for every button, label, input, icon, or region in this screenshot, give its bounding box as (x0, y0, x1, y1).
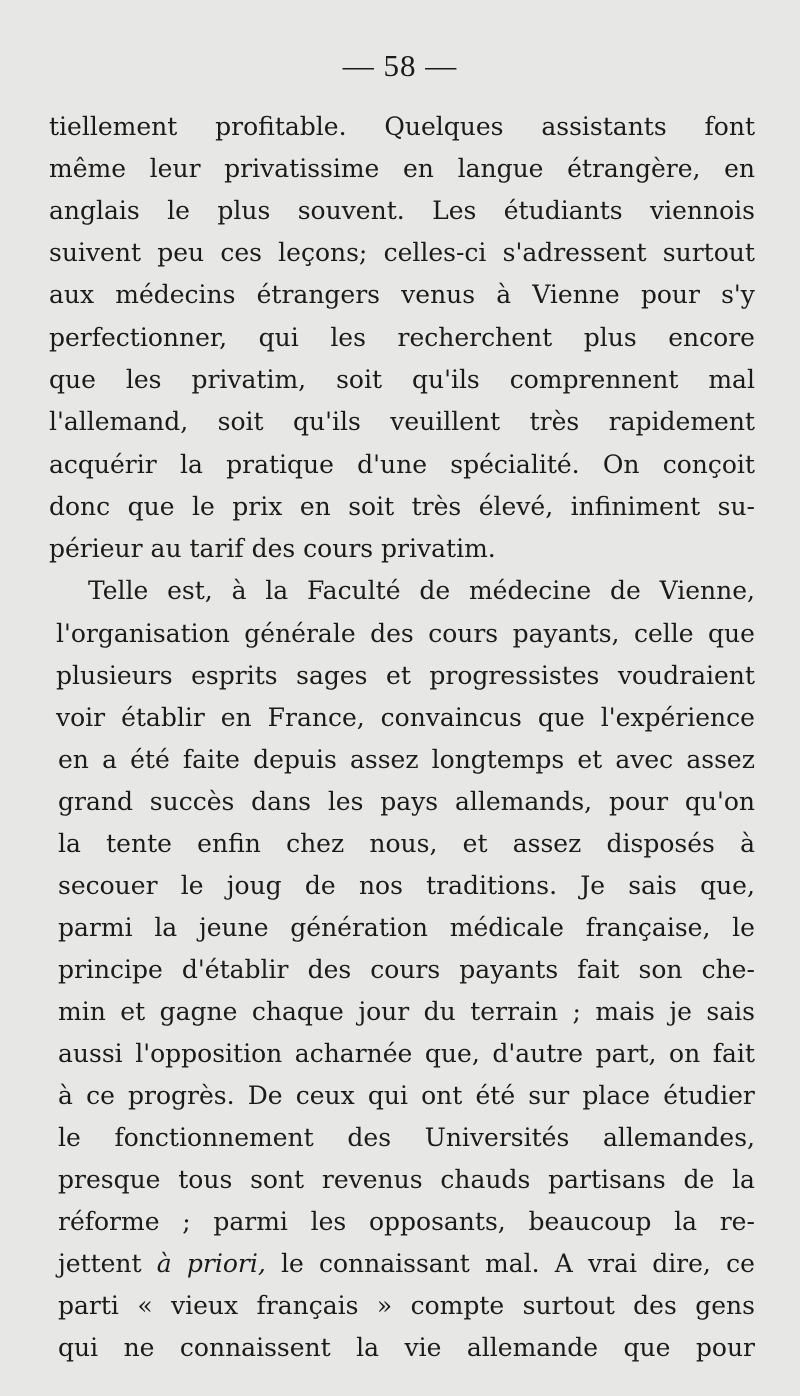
word: soit (348, 492, 395, 521)
word: connaissent (179, 1333, 331, 1362)
word: parmi (58, 913, 133, 942)
word: Vienne, (659, 576, 755, 605)
word: » (376, 1291, 393, 1320)
word: à (156, 1249, 172, 1278)
text-line (58, 1328, 755, 1368)
word: allemande (466, 1333, 599, 1362)
word: l'organisation (56, 619, 230, 648)
word: re- (719, 1207, 755, 1236)
word: le (192, 492, 215, 521)
word: jettent (58, 1249, 142, 1278)
text-line (58, 1076, 755, 1116)
word: la (265, 576, 289, 605)
word: privatissime (224, 154, 380, 183)
word: qui (58, 1333, 99, 1362)
word: presque (58, 1165, 161, 1194)
word: gagne (159, 997, 238, 1026)
word: vie (404, 1333, 442, 1362)
text-line (88, 571, 755, 611)
word: très (411, 492, 462, 521)
text-line (58, 1286, 755, 1326)
word: soit (336, 365, 383, 394)
word: tiellement (49, 112, 178, 141)
word: plus (217, 196, 271, 225)
word: succès (149, 787, 235, 816)
word: terrain (470, 997, 559, 1026)
word: Quelques (384, 112, 504, 141)
word: celle (633, 619, 694, 648)
text-line (49, 318, 755, 358)
word: opposants, (368, 1207, 506, 1236)
word: sont (250, 1165, 305, 1194)
word: établir (121, 703, 205, 732)
word: Telle (88, 576, 149, 605)
word: la (732, 1165, 755, 1194)
word: joug (226, 871, 282, 900)
word: des (633, 1291, 677, 1320)
word: mal (708, 365, 755, 394)
word: ; (182, 1207, 191, 1236)
word: venus (401, 280, 476, 309)
word: esprits (191, 661, 278, 690)
text-line (58, 1118, 755, 1158)
word: médicale (449, 913, 564, 942)
word: Vienne (532, 280, 620, 309)
word: et (120, 997, 146, 1026)
word: pour (695, 1333, 755, 1362)
word: sages (296, 661, 368, 690)
word: s'y (721, 280, 755, 309)
word: française, (585, 913, 711, 942)
word: progrès. (128, 1081, 235, 1110)
text-line (49, 107, 755, 147)
text-line (49, 191, 755, 231)
word: même (49, 154, 127, 183)
word: avec (615, 745, 674, 774)
word: ne (123, 1333, 155, 1362)
word: la (179, 450, 203, 479)
word: Je (580, 871, 606, 900)
word: aussi (58, 1039, 123, 1068)
word: assez (349, 745, 419, 774)
word: assez (686, 745, 755, 774)
word: et (386, 661, 411, 690)
word: cours (428, 619, 499, 648)
page-number: — 58 — (342, 48, 458, 83)
word: des (370, 619, 414, 648)
word: Universités (424, 1123, 570, 1152)
word: que, (424, 1039, 480, 1068)
word: place (582, 1081, 651, 1110)
word: la (674, 1207, 698, 1236)
word: De (247, 1081, 283, 1110)
word: été (475, 1081, 516, 1110)
word: comprennent (509, 365, 679, 394)
word: génération (290, 913, 429, 942)
word: suivent (49, 238, 141, 267)
word: réforme (58, 1207, 160, 1236)
word: soit (217, 407, 264, 436)
word: che- (701, 955, 755, 984)
text-line (56, 656, 755, 696)
word: A (554, 1249, 573, 1278)
word: la (58, 829, 81, 858)
word: veuillent (390, 407, 501, 436)
text-line (58, 782, 755, 822)
word: que (708, 619, 755, 648)
word: conçoit (662, 450, 755, 479)
word: viennois (649, 196, 755, 225)
word: très (529, 407, 580, 436)
word: à (740, 829, 755, 858)
word: principe (58, 955, 163, 984)
word: jeune (198, 913, 269, 942)
word: l'expérience (600, 703, 755, 732)
word: la (356, 1333, 380, 1362)
word: beaucoup (528, 1207, 652, 1236)
word: fonctionnement (114, 1123, 314, 1152)
text-line (49, 233, 755, 273)
text-line (49, 360, 755, 400)
word: s'adressent (502, 238, 647, 267)
text-line (49, 275, 755, 315)
word: été (130, 745, 170, 774)
word: médecins (115, 280, 236, 309)
word: on (669, 1039, 701, 1068)
word: min (58, 997, 106, 1026)
text-line (58, 1244, 755, 1284)
word: en (220, 703, 252, 732)
word: chauds (440, 1165, 531, 1194)
word: « (137, 1291, 153, 1320)
word: su- (717, 492, 755, 521)
word: vrai (588, 1249, 637, 1278)
word: plusieurs (56, 661, 173, 690)
word: parti (58, 1291, 119, 1320)
text-line (58, 908, 755, 948)
word: plus (583, 323, 637, 352)
word: ; (572, 997, 581, 1026)
text-line (49, 445, 755, 485)
word: allemands, (454, 787, 593, 816)
word: étudiants (503, 196, 623, 225)
word: payants (459, 955, 559, 984)
word: ceux (295, 1081, 355, 1110)
word: le (167, 196, 190, 225)
word: grand (58, 787, 133, 816)
word: le (180, 871, 204, 900)
word: pays (380, 787, 439, 816)
word: infiniment (570, 492, 701, 521)
text-line (58, 1202, 755, 1242)
word: de (304, 871, 336, 900)
word: enfin (197, 829, 261, 858)
word: depuis (253, 745, 337, 774)
word: longtemps (431, 745, 565, 774)
word: et (577, 745, 603, 774)
word: langue (457, 154, 544, 183)
word: d'autre (492, 1039, 584, 1068)
word: qu'ils (411, 365, 480, 394)
word: ce (86, 1081, 115, 1110)
word: chez (286, 829, 345, 858)
text-line (58, 950, 755, 990)
word: tente (106, 829, 172, 858)
word: sur (528, 1081, 570, 1110)
word: pratique (226, 450, 334, 479)
word: voir (56, 703, 106, 732)
word: payants, (512, 619, 620, 648)
word: anglais (49, 196, 140, 225)
word: surtout (662, 238, 755, 267)
word: gens (695, 1291, 755, 1320)
word: qui (258, 323, 299, 352)
word: sais (706, 997, 755, 1026)
word: est, (167, 576, 213, 605)
word: On (602, 450, 640, 479)
word: revenus (321, 1165, 423, 1194)
word: assistants (541, 112, 667, 141)
word: en (299, 492, 331, 521)
word: connaissant (318, 1249, 470, 1278)
word: que (127, 492, 175, 521)
word: France, (267, 703, 365, 732)
word: chaque (251, 997, 344, 1026)
word: vieux (171, 1291, 239, 1320)
word: mal. (485, 1249, 540, 1278)
word: encore (668, 323, 755, 352)
word: leçons; (278, 238, 368, 267)
word: celles-ci (383, 238, 487, 267)
word: des (347, 1123, 392, 1152)
text-line (49, 402, 755, 442)
word: de (683, 1165, 715, 1194)
word: spécialité. (450, 450, 580, 479)
word: nos (358, 871, 403, 900)
word: cours (370, 955, 441, 984)
word: perfectionner, (49, 323, 228, 352)
word: part, (595, 1039, 657, 1068)
word: étrangère, (567, 154, 701, 183)
word: fait (577, 955, 620, 984)
word: le (280, 1249, 304, 1278)
word: que (49, 365, 96, 394)
word: qu'on (684, 787, 755, 816)
word: étrangers (256, 280, 381, 309)
word: progressistes (429, 661, 600, 690)
word: qu'ils (293, 407, 361, 436)
word: dans (251, 787, 311, 816)
word: le (732, 913, 755, 942)
word: en (403, 154, 434, 183)
word: peu (157, 238, 205, 267)
word: donc (49, 492, 111, 521)
word: ces (220, 238, 262, 267)
text-line (58, 992, 755, 1032)
word: générale (244, 619, 356, 648)
text-line (56, 698, 755, 738)
word: les (310, 1207, 347, 1236)
word: disposés (606, 829, 715, 858)
word: en (724, 154, 755, 183)
text-line (49, 149, 755, 189)
word: allemandes, (603, 1123, 755, 1152)
word: secouer (58, 871, 158, 900)
word: son (638, 955, 683, 984)
word: à (58, 1081, 73, 1110)
word: ont (421, 1081, 463, 1110)
word: que, (700, 871, 755, 900)
word: profitable. (215, 112, 347, 141)
word: des (307, 955, 352, 984)
word: convaincus (380, 703, 522, 732)
word: la (154, 913, 178, 942)
word: sais (628, 871, 677, 900)
word: les (330, 323, 366, 352)
word: prix (232, 492, 283, 521)
word: a (102, 745, 117, 774)
word: d'une (357, 450, 428, 479)
word: médecine (468, 576, 592, 605)
word: à (231, 576, 247, 605)
word: souvent. (297, 196, 405, 225)
text-line (58, 1034, 755, 1074)
word: assez (512, 829, 582, 858)
word: pour (640, 280, 700, 309)
word: les (327, 787, 364, 816)
word: jour (358, 997, 410, 1026)
word: priori, (186, 1249, 266, 1278)
word: le (58, 1123, 81, 1152)
word: l'opposition (135, 1039, 283, 1068)
word: et (462, 829, 488, 858)
word: partisans (548, 1165, 666, 1194)
word: ce (726, 1249, 755, 1278)
word: voudraient (617, 661, 755, 690)
word: les (125, 365, 162, 394)
word: faite (182, 745, 240, 774)
word: du (423, 997, 456, 1026)
text-line (49, 529, 755, 569)
word: recherchent (397, 323, 553, 352)
word: étudier (663, 1081, 755, 1110)
word: mais (595, 997, 655, 1026)
word: l'allemand, (49, 407, 189, 436)
word: qui (367, 1081, 408, 1110)
word: font (704, 112, 755, 141)
word: de (609, 576, 641, 605)
word: de (419, 576, 451, 605)
word: Les (432, 196, 477, 225)
text-line (58, 1160, 755, 1200)
text-line-content: périeur au tarif des cours privatim. (49, 534, 496, 563)
text-line (56, 614, 755, 654)
word: d'établir (181, 955, 289, 984)
word: que (537, 703, 585, 732)
word: acharnée (294, 1039, 413, 1068)
word: à (496, 280, 512, 309)
word: surtout (522, 1291, 615, 1320)
word: acquérir (49, 450, 157, 479)
word: aux (49, 280, 95, 309)
text-line (58, 866, 755, 906)
word: compte (410, 1291, 505, 1320)
word: Faculté (307, 576, 401, 605)
word: rapidement (608, 407, 755, 436)
text-line (58, 824, 755, 864)
word: élevé, (478, 492, 554, 521)
word: leur (149, 154, 201, 183)
text-line (49, 487, 755, 527)
word: en (58, 745, 89, 774)
word: fait (712, 1039, 755, 1068)
word: dire, (652, 1249, 711, 1278)
word: privatim, (191, 365, 307, 394)
word: parmi (213, 1207, 288, 1236)
word: traditions. (426, 871, 558, 900)
text-line (58, 740, 755, 780)
word: français (256, 1291, 359, 1320)
word: tous (178, 1165, 233, 1194)
word: pour (608, 787, 669, 816)
word: que (623, 1333, 671, 1362)
word: nous, (369, 829, 438, 858)
word: je (669, 997, 692, 1026)
